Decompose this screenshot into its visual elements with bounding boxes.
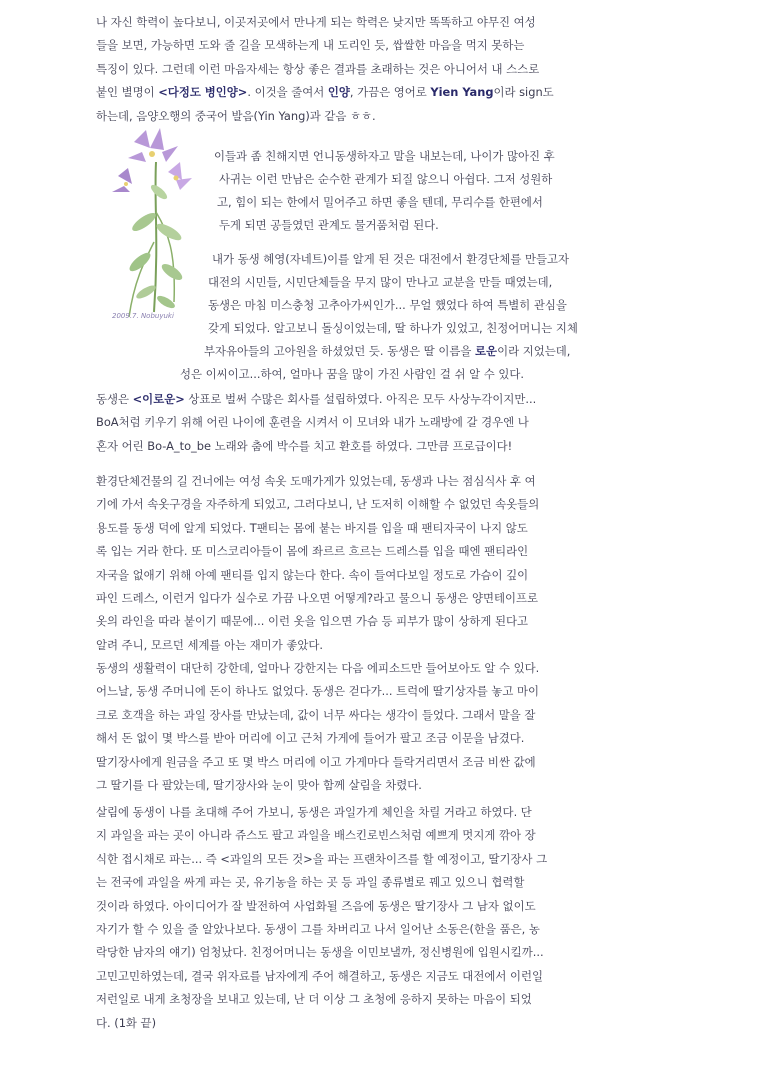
- text-line: 동생은 <이로운> 상표로 벌써 수많은 회사를 설립하였다. 아직은 모두 사상누각이지만...: [96, 392, 537, 406]
- text-line: 기에 가서 속옷구경을 자주하게 되었고, 그러다보니, 난 도저히 이해할 수 없었던 속옷들의: [96, 497, 540, 512]
- text-line: 고민고민하였는데, 결국 위자료를 남자에게 주어 해결하고, 동생은 지금도 대전에서 이런일: [96, 968, 543, 983]
- short-nickname-emphasis: 인양: [327, 85, 350, 100]
- flower-illustration: [104, 122, 208, 328]
- text-line: 식한 접시채로 파는... 즉 <과일의 모든 것>을 파는 프랜차이즈를 할 예정이고, 딸기장사 그: [96, 851, 548, 866]
- text-line: 동생은 마침 미스충청 고추아가씨인가... 무얼 했었다 하여 특별히 관심을: [208, 298, 567, 312]
- text-line: 성은 이씨이고...하여, 얼마나 꿈을 많이 가진 사람인 걸 쉬 알 수 있다.: [180, 367, 525, 381]
- text-line: 것이라 하였다. 아이디어가 잘 발전하여 사업화될 즈음에 동생은 딸기장사 그 남자 없이도: [96, 898, 536, 913]
- text-line: 옷의 라인을 따라 붙이기 때문에... 이런 옷을 입으면 가슴 등 피부가 많이 상하게 된다고: [96, 614, 529, 629]
- text-line: 파인 드레스, 이런거 입다가 실수로 가끔 나오면 어떻게?라고 물으니 동생은 양면테이프로: [96, 591, 538, 606]
- daughter-name-emphasis: 로운: [475, 344, 498, 358]
- text-line: 자기가 할 수 있을 줄 알았나보다. 동생이 그를 차버리고 나서 일어난 소동은(한을 품은, 농: [96, 922, 540, 937]
- text-line: 두게 되면 공들였던 관계도 물거품처럼 된다.: [219, 218, 439, 232]
- paragraph-strawberry: [96, 657, 644, 797]
- text-line: 이들과 좀 친해지면 언니동생하자고 말을 내보는데, 나이가 많아진 후: [214, 149, 555, 163]
- text-line: 자국을 없애기 위해 아예 팬티를 입지 않는다 한다. 속이 들여다보일 정도로 가슴이 깊이: [96, 567, 529, 582]
- text-line: 다. (1화 끝): [96, 1015, 157, 1030]
- text-line: 딸기장사에게 원금을 주고 또 몇 박스 머리에 이고 가게마다 들락거리면서 조금 비싼 값에: [96, 754, 536, 769]
- text-line: 부자유아들의 고아원을 하셨었던 듯. 동생은 딸 이름을 로운이라 지었는데,: [204, 344, 571, 358]
- text-line: 해서 돈 없이 몇 박스를 받아 머리에 이고 근처 가게에 들어가 팔고 조금 이문을 남겼다.: [96, 731, 525, 746]
- text-line: 는 전국에 과일을 싸게 파는 곳, 유기농을 하는 곳 등 과일 종류별로 꿰고 있으니 협력할: [96, 875, 525, 890]
- text-line: 크로 호객을 하는 과일 장사를 만났는데, 값이 너무 싸다는 생각이 들었다. 그래서 말을 잘: [96, 707, 536, 722]
- paragraph-fruit-business: [96, 801, 644, 1035]
- text-line: 그 딸기를 다 팔았는데, 딸기장사와 눈이 맞아 함께 살림을 차렸다.: [96, 778, 422, 793]
- text-line: BoA처럼 키우기 위해 어린 나이에 훈련을 시켜서 이 모녀와 내가 노래방에 갈 경우엔 나: [96, 415, 529, 430]
- text-line: 특징이 있다. 그런데 이런 마음자세는 항상 좋은 결과를 초래하는 것은 아니어서 내 스스로: [96, 61, 540, 76]
- text-line: 내가 동생 혜영(자네트)이를 알게 된 것은 대전에서 환경단체를 만들고자: [212, 252, 569, 266]
- text-line: 락당한 남자의 얘기) 엄청났다. 친정어머니는 동생을 이민보낼까, 정신병원에 입원시킬까...: [96, 945, 544, 960]
- brand-emphasis: <이로운>: [132, 392, 185, 406]
- text-line: 하는데, 음양오행의 중국어 발음(Yin Yang)과 같음 ㅎㅎ.: [96, 108, 376, 123]
- text-line: 대전의 시민들, 시민단체들을 무지 많이 만나고 교분을 만들 때였는데,: [208, 275, 553, 289]
- text-line: 고, 힘이 되는 한에서 밀어주고 하면 좋을 텐데, 무리수를 한편에서: [217, 195, 543, 209]
- text-line: 지 과일을 파는 곳이 아니라 쥬스도 팔고 과일을 배스킨로빈스처럼 예쁘게 멋지게 깎아 장: [96, 828, 536, 843]
- text-line: 갖게 되었다. 알고보니 돌싱이었는데, 딸 하나가 있었고, 친정어머니는 지체: [208, 321, 578, 335]
- text-line: 어느날, 동생 주머니에 돈이 하나도 없었다. 동생은 걷다가... 트럭에 딸기상자를 놓고 마이: [96, 684, 540, 699]
- text-line: 살림에 동생이 나를 초대해 주어 가보니, 동생은 과일가게 체인을 차릴 거라고 하였다. 단: [96, 805, 532, 819]
- paragraph-intro: [96, 11, 644, 128]
- text-line: 알려 주니, 모르던 세계를 아는 재미가 좋았다.: [96, 637, 324, 652]
- text-line: 붙인 별명이 <다정도 병인양>. 이것을 줄여서 인양, 가끔은 영어로 Yien Yang이라 sign도: [96, 85, 554, 100]
- artist-signature: 2009.7. Nobuyuki: [112, 312, 174, 320]
- text-line: 혼자 어린 Bo-A_to_be 노래와 춤에 박수를 치고 환호를 하였다. 그만큼 프로급이다!: [96, 438, 513, 453]
- text-line: 나 자신 학력이 높다보니, 이곳저곳에서 만나게 되는 학력은 낮지만 똑똑하고 야무진 여성: [96, 15, 536, 29]
- text-line: 동생의 생활력이 대단히 강한데, 얼마나 강한지는 다음 에피소드만 들어보아도 알 수 있다.: [96, 661, 540, 675]
- text-line: 록 입는 거라 한다. 또 미스코리아들이 몸에 좌르르 흐르는 드레스를 입을 때엔 팬티라인: [96, 544, 529, 559]
- text-line: 사귀는 이런 만남은 순수한 관계가 되질 않으니 아쉽다. 그저 성원하: [219, 172, 553, 186]
- english-name-emphasis: Yien Yang: [430, 85, 494, 100]
- paragraph-brand: [96, 388, 644, 458]
- paragraph-underwear-shop: [96, 470, 644, 657]
- text-line: 저런일로 내게 초청장을 보내고 있는데, 난 더 이상 그 초청에 응하지 못하는 마음이 되었: [96, 992, 532, 1007]
- text-line: 들을 보면, 가능하면 도와 줄 길을 모색하는게 내 도리인 듯, 쌉쌀한 마음을 먹지 못하는: [96, 38, 525, 53]
- text-line: 용도를 동생 덕에 알게 되었다. T팬티는 몸에 붙는 바지를 입을 때 팬티자국이 나지 않도: [96, 520, 528, 535]
- text-line: 환경단체건물의 길 건너에는 여성 속옷 도매가게가 있었는데, 동생과 나는 점심식사 후 여: [96, 474, 536, 488]
- nickname-emphasis: <다정도 병인양>: [158, 85, 248, 100]
